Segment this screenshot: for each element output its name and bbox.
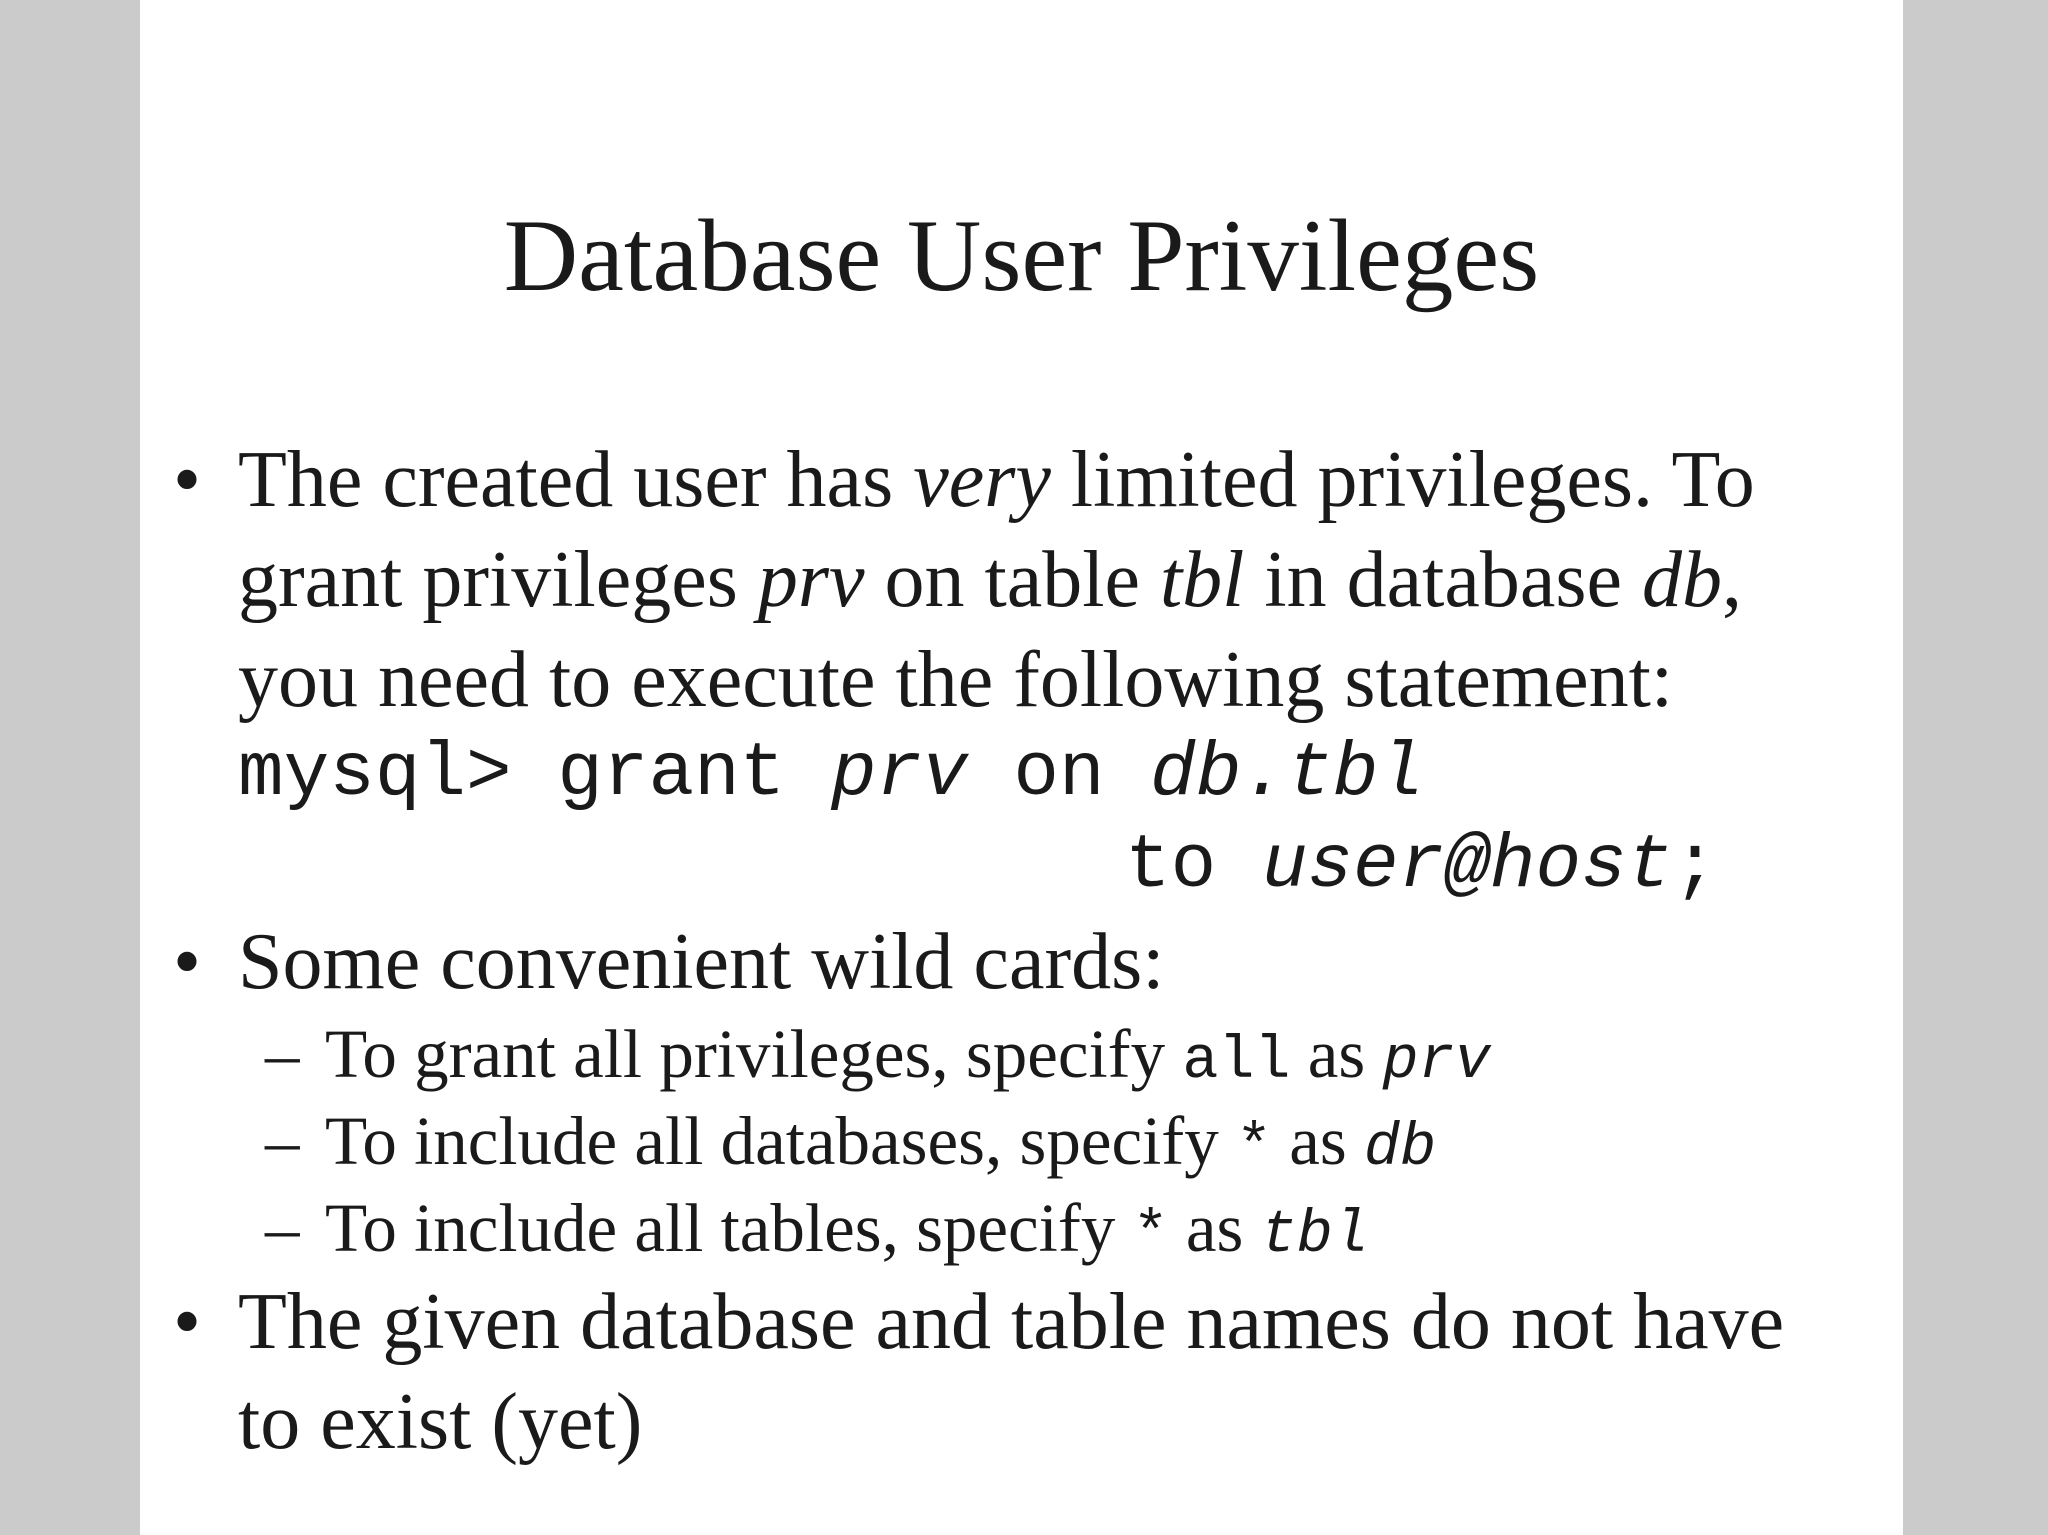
code-placeholder: prv bbox=[830, 731, 968, 817]
sub-bullet-marker: – bbox=[265, 1103, 300, 1179]
bullet-3-line-2: to exist (yet) bbox=[238, 1378, 643, 1466]
bullet-marker: • bbox=[173, 918, 202, 1006]
emphasis: db bbox=[1642, 536, 1723, 624]
bullet-3-line-1: The given database and table names do not have bbox=[238, 1278, 1785, 1366]
text: on table bbox=[864, 536, 1160, 624]
emphasis: very bbox=[913, 436, 1051, 524]
text: , bbox=[1722, 536, 1743, 624]
emphasis: tbl bbox=[1159, 536, 1245, 624]
sub-bullet-marker: – bbox=[265, 1016, 300, 1092]
bullet-1-line-2 bbox=[238, 530, 1742, 630]
code-text: * bbox=[1132, 1202, 1169, 1270]
text: as bbox=[1272, 1103, 1365, 1179]
sub-bullet-1 bbox=[325, 1012, 1490, 1104]
bullet-marker: • bbox=[173, 436, 202, 524]
code-text: all bbox=[1182, 1028, 1291, 1096]
code-placeholder: user@host bbox=[1261, 823, 1673, 909]
code-text: * bbox=[1236, 1115, 1273, 1183]
text: as bbox=[1168, 1190, 1261, 1266]
code-placeholder: db.tbl bbox=[1150, 731, 1424, 817]
sub-bullet-2 bbox=[325, 1099, 1436, 1191]
code-text: on bbox=[967, 731, 1151, 817]
bullet-1-line-1 bbox=[238, 430, 1755, 530]
text: To grant all privileges, specify bbox=[325, 1016, 1183, 1092]
text: as bbox=[1290, 1016, 1383, 1092]
code-line-2 bbox=[1125, 820, 1718, 912]
text: limited privileges. To bbox=[1050, 436, 1755, 524]
code-placeholder: tbl bbox=[1260, 1202, 1369, 1270]
code-placeholder: prv bbox=[1382, 1028, 1491, 1096]
slide-title: Database User Privileges bbox=[503, 199, 1540, 313]
text: in database bbox=[1244, 536, 1643, 624]
code-placeholder: db bbox=[1364, 1115, 1437, 1183]
text: To include all tables, specify bbox=[325, 1190, 1133, 1266]
slide bbox=[140, 0, 1903, 1535]
sub-bullet-3 bbox=[325, 1186, 1369, 1278]
emphasis: prv bbox=[757, 536, 865, 624]
code-text: to bbox=[1125, 823, 1262, 909]
bullet-1-line-3: you need to execute the following statement: bbox=[238, 636, 1674, 724]
sub-bullet-marker: – bbox=[265, 1190, 300, 1266]
text: To include all databases, specify bbox=[325, 1103, 1237, 1179]
bullet-marker: • bbox=[173, 1278, 202, 1366]
bullet-2-line-1: Some convenient wild cards: bbox=[238, 918, 1165, 1006]
code-text: mysql> grant bbox=[238, 731, 831, 817]
text: grant privileges bbox=[238, 536, 758, 624]
code-line-1 bbox=[238, 728, 1424, 820]
code-text: ; bbox=[1672, 823, 1718, 909]
text: The created user has bbox=[238, 436, 914, 524]
slide-content bbox=[140, 0, 1903, 1535]
